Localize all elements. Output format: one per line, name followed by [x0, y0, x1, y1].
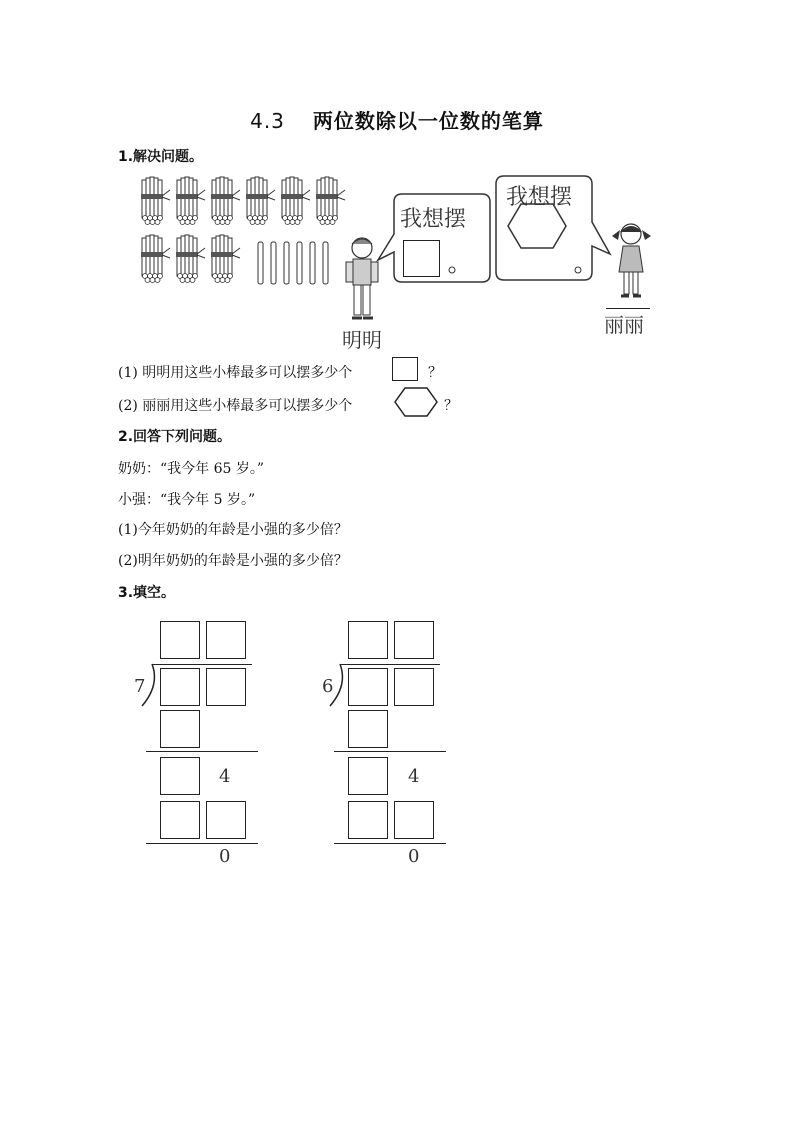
quotient-box-ones[interactable]: [394, 621, 434, 659]
boy-name: 明明: [342, 328, 382, 352]
q2-heading: 2.回答下列问题。: [118, 429, 232, 445]
brought-down-digit: 4: [408, 766, 420, 787]
q1-sub1: (1) 明明用这些小棒最多可以摆多少个: [118, 365, 353, 381]
q1-sub1-mark: ？: [428, 365, 442, 381]
product-box-1[interactable]: [160, 710, 200, 748]
divisor: 7: [134, 676, 146, 697]
final-remainder: 0: [408, 846, 420, 867]
product-box-2-tens[interactable]: [348, 801, 388, 839]
q2-grandma-line: 奶奶：“我今年 65 岁。”: [118, 461, 265, 477]
q1-sub2: (2) 丽丽用这些小棒最多可以摆多少个: [118, 398, 353, 414]
title-number: 4.3: [250, 109, 285, 133]
quotient-box-ones[interactable]: [206, 621, 246, 659]
bubble-left-text: 我想摆: [400, 207, 467, 232]
square-shape-icon: [403, 240, 440, 277]
product-box-2-ones[interactable]: [394, 801, 434, 839]
girl-figure: [609, 220, 655, 304]
divisor: 6: [322, 676, 334, 697]
q2-sub2: (2)明年奶奶的年龄是小强的多少倍？: [118, 553, 348, 569]
dividend-box-ones[interactable]: [206, 668, 246, 706]
square-answer-icon: [392, 357, 418, 381]
division-bar: [340, 664, 440, 665]
page-title: [0, 105, 794, 134]
subtraction-line-1: [334, 751, 446, 752]
dividend-box-tens[interactable]: [348, 668, 388, 706]
subtraction-line-2: [334, 843, 446, 844]
girl-name: 丽丽: [604, 313, 644, 337]
q1-sub2-mark: ？: [444, 398, 458, 414]
subtraction-line-1: [146, 751, 258, 752]
q1-heading: 1.解决问题。: [118, 149, 204, 165]
product-box-2-tens[interactable]: [160, 801, 200, 839]
q2-xiaoqiang-line: 小强：“我今年 5 岁。”: [118, 492, 256, 508]
q3-heading: 3.填空。: [118, 585, 176, 601]
dividend-box-ones[interactable]: [394, 668, 434, 706]
q2-sub1: (1)今年奶奶的年龄是小强的多少倍？: [118, 522, 348, 538]
remainder-box-1[interactable]: [160, 757, 200, 795]
subtraction-line-2: [146, 843, 258, 844]
quotient-box-tens[interactable]: [348, 621, 388, 659]
stick-bundles-illustration: [138, 172, 358, 294]
division-bar: [152, 664, 252, 665]
bubble-right-text: 我想摆: [506, 185, 573, 210]
brought-down-digit: 4: [219, 766, 231, 787]
product-box-2-ones[interactable]: [206, 801, 246, 839]
final-remainder: 0: [219, 846, 231, 867]
quotient-box-tens[interactable]: [160, 621, 200, 659]
dividend-box-tens[interactable]: [160, 668, 200, 706]
title-text: 两位数除以一位数的笔算: [312, 109, 544, 133]
remainder-box-1[interactable]: [348, 757, 388, 795]
product-box-1[interactable]: [348, 710, 388, 748]
hexagon-answer-icon: [394, 386, 438, 418]
